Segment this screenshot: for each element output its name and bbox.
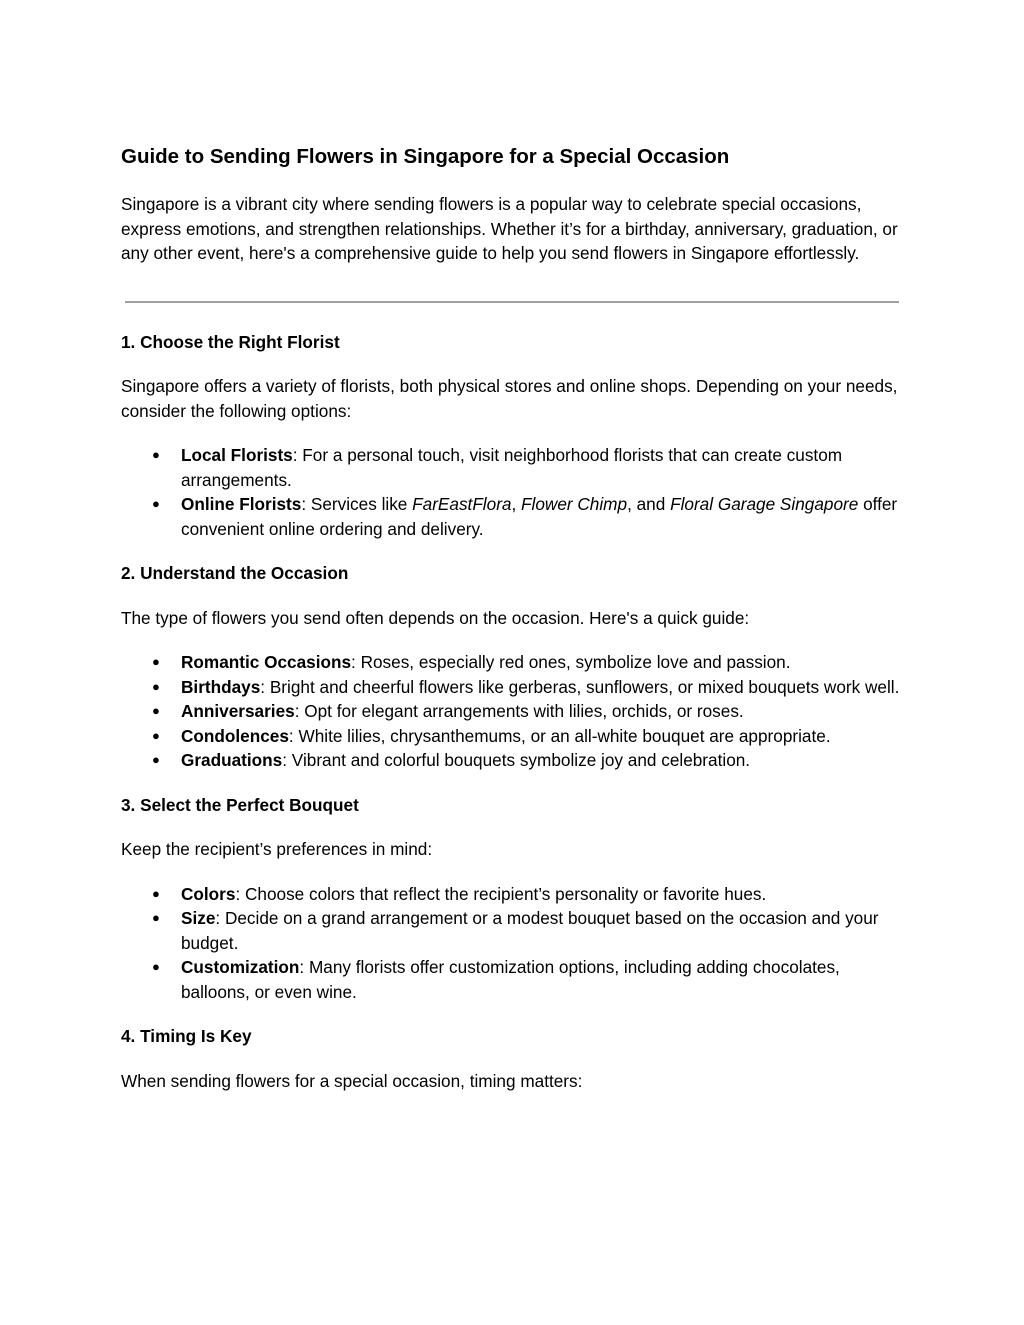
bullet-icon: ● — [152, 678, 160, 694]
section-heading-timing: 4. Timing Is Key — [121, 1026, 252, 1046]
bullet-icon: ● — [152, 910, 160, 925]
bullet-icon: ● — [152, 496, 160, 511]
list-item-text: : Services like — [301, 494, 413, 514]
list-item-text: : Opt for elegant arrangements with lilies, orchids, or roses. — [294, 701, 744, 721]
list-item-text: : Vibrant and colorful bouquets symbolize joy and celebration. — [282, 750, 751, 770]
list-item-term: Colors — [181, 883, 236, 904]
bouquet-preferences-list — [121, 882, 901, 1005]
list-item-text: , and — [627, 494, 671, 514]
list-item — [121, 699, 901, 724]
bullet-icon: ● — [152, 727, 160, 743]
list-item-emphasis: FarEastFlora — [412, 494, 512, 514]
list-item-term: Anniversaries — [181, 701, 295, 721]
list-item — [121, 748, 901, 773]
list-item-emphasis: Floral Garage Singapore — [670, 494, 859, 514]
list-item-text: : White lilies, chrysanthemums, or an all-white bouquet are appropriate. — [288, 725, 831, 746]
list-item — [121, 650, 901, 675]
list-item — [121, 882, 901, 907]
horizontal-divider — [125, 301, 899, 303]
section-body-choose-florist: Singapore offers a variety of florists, both physical stores and online shops. Depending on your needs, consider the following options: — [121, 376, 898, 421]
list-item — [121, 675, 901, 700]
bullet-icon: ● — [152, 447, 160, 462]
section-body-select-bouquet: Keep the recipient’s preferences in mind: — [121, 839, 433, 859]
list-item — [121, 724, 901, 749]
list-item-text: offer convenient online ordering and delivery. — [181, 494, 898, 539]
bullet-icon: ● — [152, 885, 160, 901]
list-item-text: : Roses, especially red ones, symbolize love and passion. — [351, 652, 791, 672]
florist-options-list — [121, 443, 901, 541]
section-heading-select-bouquet: 3. Select the Perfect Bouquet — [121, 794, 359, 815]
list-item-text: : Decide on a grand arrangement or a modest bouquet based on the occasion and your budget. — [181, 908, 879, 953]
bullet-icon: ● — [152, 703, 160, 718]
bullet-icon: ● — [152, 752, 160, 767]
occasion-guide-list — [121, 650, 901, 773]
list-item-term: Customization — [181, 957, 300, 977]
list-item-text: : Bright and cheerful flowers like gerberas, sunflowers, or mixed bouquets work well. — [260, 676, 900, 697]
document-title: Guide to Sending Flowers in Singapore for a Special Occasion — [121, 145, 730, 168]
list-item-text: : Many florists offer customization options, including adding chocolates, balloons, or even wine. — [181, 957, 840, 1002]
section-heading-choose-florist: 1. Choose the Right Florist — [121, 331, 340, 352]
list-item-term: Graduations — [181, 750, 283, 770]
list-item — [121, 492, 901, 541]
list-item-text: : For a personal touch, visit neighborhood florists that can create custom arrangements. — [181, 445, 843, 490]
list-item-term: Birthdays — [181, 676, 261, 697]
document-page — [121, 143, 901, 1093]
list-item-term: Condolences — [181, 725, 289, 746]
list-item-emphasis: Flower Chimp — [521, 494, 628, 514]
list-item — [121, 443, 901, 492]
section-body-understand-occasion: The type of flowers you send often depends on the occasion. Here's a quick guide: — [121, 607, 750, 628]
list-item-text: , — [511, 494, 522, 514]
section-heading-understand-occasion: 2. Understand the Occasion — [121, 563, 349, 583]
section-body-timing: When sending flowers for a special occasion, timing matters: — [121, 1070, 583, 1091]
list-item-term: Online Florists — [181, 494, 302, 514]
bullet-icon: ● — [152, 654, 160, 669]
list-item-term: Size — [181, 908, 216, 928]
bullet-icon: ● — [152, 959, 160, 974]
list-item-term: Local Florists — [181, 445, 293, 465]
intro-paragraph: Singapore is a vibrant city where sending flowers is a popular way to celebrate special occasions, express emotions, and strengthen relationships. Whether it’s for a birthday, anniversary, graduation, or any other event, here's a comprehensive guide to help you send flowers in Singapore effortlessly. — [121, 194, 898, 263]
list-item-text: : Choose colors that reflect the recipient’s personality or favorite hues. — [235, 883, 767, 904]
list-item — [121, 955, 901, 1004]
list-item — [121, 906, 901, 955]
list-item-term: Romantic Occasions — [181, 652, 352, 672]
